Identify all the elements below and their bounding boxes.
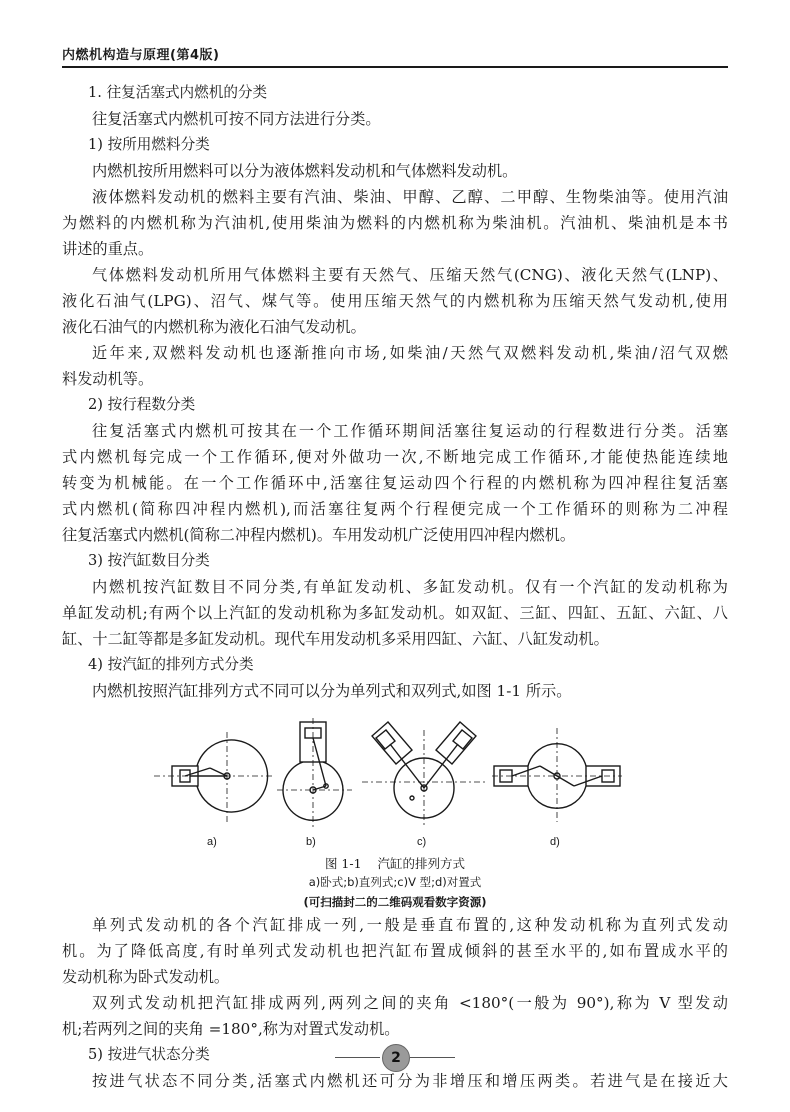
subsection-heading: 3) 按汽缸数目分类	[88, 552, 210, 569]
figure-label-c: c)	[417, 836, 427, 848]
paragraph-line: 双列式发动机把汽缸排成两列,两列之间的夹角 <180°(一般为 90°),称为 V 型发动	[92, 994, 728, 1012]
figure-label-a: a)	[207, 836, 217, 848]
paragraph-line: 气体燃料发动机所用气体燃料主要有天然气、压缩天然气(CNG)、液化天然气(LNP)、	[92, 266, 728, 284]
paragraph-line: 近年来,双燃料发动机也逐渐推向市场,如柴油/天然气双燃料发动机,柴油/沼气双燃	[92, 344, 728, 362]
section-title: 1. 往复活塞式内燃机的分类	[88, 84, 268, 101]
paragraph-line: 液化石油气(LPG)、沼气、煤气等。使用压缩天然气的内燃机称为压缩天然气发动机,使用	[62, 292, 728, 310]
footer-rule-right	[410, 1057, 455, 1058]
paragraph-line: 按进气状态不同分类,活塞式内燃机还可分为非增压和增压两类。若进气是在接近大	[92, 1072, 728, 1090]
diagram-c-v-type	[362, 722, 487, 828]
cylinder-arrangement-diagram	[62, 710, 728, 840]
figure-1-1	[62, 710, 728, 912]
subsection-heading: 5) 按进气状态分类	[88, 1046, 210, 1063]
body-text-top	[62, 106, 728, 704]
paragraph-line: 内燃机按所用燃料可以分为液体燃料发动机和气体燃料发动机。	[92, 162, 518, 180]
figure-number: 图 1-1	[324, 856, 362, 871]
paragraph-line: 机;若两列之间的夹角 =180°,称为对置式发动机。	[62, 1020, 400, 1038]
figure-label-b: b)	[306, 836, 316, 848]
paragraph-line: 往复活塞式内燃机可按不同方法进行分类。	[92, 110, 381, 128]
paragraph-line: 讲述的重点。	[62, 240, 154, 258]
running-title: 内燃机构造与原理(第4版)	[62, 48, 220, 63]
paragraph-line: 单列式发动机的各个汽缸排成一列,一般是垂直布置的,这种发动机称为直列式发动	[92, 916, 728, 934]
paragraph-line: 机。为了降低高度,有时单列式发动机也把汽缸布置成倾斜的甚至水平的,如布置成水平的	[62, 942, 728, 960]
paragraph-line: 料发动机等。	[62, 370, 154, 388]
paragraph-line: 内燃机按照汽缸排列方式不同可以分为单列式和双列式,如图 1-1 所示。	[92, 682, 572, 700]
figure-subcaption: a)卧式;b)直列式;c)V 型;d)对置式	[308, 875, 482, 889]
subsection-heading: 4) 按汽缸的排列方式分类	[88, 656, 254, 673]
paragraph-line: 为燃料的内燃机称为汽油机,使用柴油为燃料的内燃机称为柴油机。汽油机、柴油机是本书	[62, 214, 728, 232]
paragraph-line: 单缸发动机;有两个以上汽缸的发动机称为多缸发动机。如双缸、三缸、四缸、五缸、六缸、八	[62, 604, 728, 622]
paragraph-line: 内燃机按汽缸数目不同分类,有单缸发动机、多缸发动机。仅有一个汽缸的发动机称为	[92, 578, 728, 596]
paragraph-line: 缸、十二缸等都是多缸发动机。现代车用发动机多采用四缸、六缸、八缸发动机。	[62, 630, 609, 648]
figure-caption	[62, 854, 728, 872]
page-header	[62, 36, 728, 68]
paragraph-line: 式内燃机(简称四冲程内燃机),而活塞往复两个行程便完成一个工作循环的则称为二冲程	[62, 500, 728, 518]
paragraph-line: 式内燃机每完成一个工作循环,便对外做功一次,不断地完成工作循环,才能使热能连续地	[62, 448, 728, 466]
subsection-heading: 2) 按行程数分类	[88, 396, 196, 413]
header-rule	[62, 66, 728, 68]
figure-resource-note: (可扫描封二的二维码观看数字资源)	[303, 895, 487, 909]
diagram-a-horizontal	[154, 732, 272, 822]
subsection-heading: 1) 按所用燃料分类	[88, 136, 210, 153]
paragraph-line: 往复活塞式内燃机(简称二冲程内燃机)。车用发动机广泛使用四冲程内燃机。	[62, 526, 576, 544]
page-content	[62, 80, 728, 1094]
page-footer	[0, 1040, 790, 1076]
diagram-d-opposed	[492, 728, 622, 822]
paragraph-line: 往复活塞式内燃机可按其在一个工作循环期间活塞往复运动的行程数进行分类。活塞	[92, 422, 728, 440]
figure-title: 汽缸的排列方式	[377, 856, 466, 871]
paragraph-line: 转变为机械能。在一个工作循环中,活塞往复运动四个行程的内燃机称为四冲程往复活塞	[62, 474, 728, 492]
paragraph-line: 液化石油气的内燃机称为液化石油气发动机。	[62, 318, 366, 336]
paragraph-line: 液体燃料发动机的燃料主要有汽油、柴油、甲醇、乙醇、二甲醇、生物柴油等。使用汽油	[92, 188, 728, 206]
footer-rule-left	[335, 1057, 380, 1058]
diagram-b-inline	[277, 718, 352, 828]
page-number: 2	[382, 1044, 410, 1072]
figure-label-d: d)	[550, 836, 560, 848]
paragraph-line: 发动机称为卧式发动机。	[62, 968, 230, 986]
